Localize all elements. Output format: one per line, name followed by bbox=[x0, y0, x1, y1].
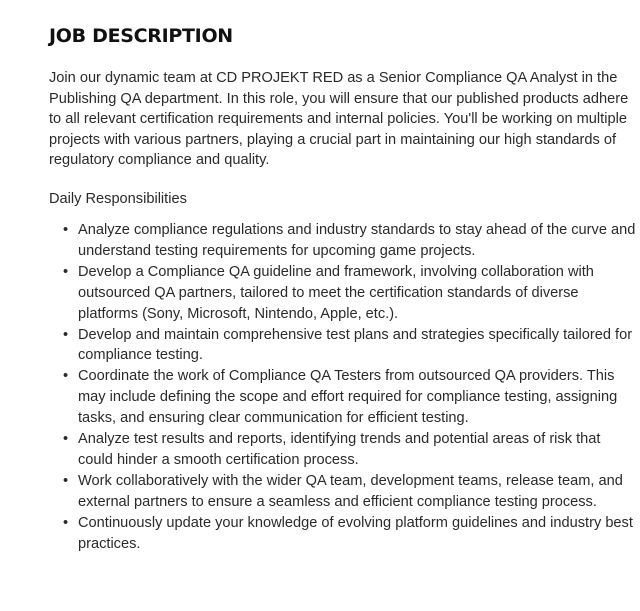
responsibilities-heading: Daily Responsibilities bbox=[49, 190, 187, 207]
responsibility-text: Develop a Compliance QA guideline and framework, involving collaboration with outsourced QA partners, tailored to meet the certification standards of diverse platforms (Sony, Microsoft, Nintendo, Apple, etc.). bbox=[78, 263, 594, 322]
section-title: JOB DESCRIPTION bbox=[49, 25, 233, 47]
responsibilities-list bbox=[49, 220, 638, 555]
list-item bbox=[63, 366, 638, 429]
bullet-icon: • bbox=[63, 222, 69, 238]
job-intro-paragraph: Join our dynamic team at CD PROJEKT RED as a Senior Compliance QA Analyst in the Publishing QA department. In this role, you will ensure that our published products adhere to all relevant certification requirements and internal policies. You'll be working on multiple projects with various partners, playing a crucial part in maintaining our high standards of regulatory compliance and quality. bbox=[49, 70, 629, 168]
responsibility-text: Analyze test results and reports, identifying trends and potential areas of risk that could hinder a smooth certification process. bbox=[78, 431, 601, 468]
responsibility-text: Develop and maintain comprehensive test plans and strategies specifically tailored for compliance testing. bbox=[78, 326, 633, 364]
responsibility-text: Continuously update your knowledge of evolving platform guidelines and industry best practices. bbox=[78, 514, 633, 552]
list-item bbox=[63, 220, 638, 262]
bullet-icon: • bbox=[63, 472, 69, 489]
bullet-icon: • bbox=[63, 368, 69, 385]
list-item bbox=[63, 471, 638, 513]
list-item bbox=[63, 262, 638, 325]
responsibility-text: Coordinate the work of Compliance QA Testers from outsourced QA providers. This may include defining the scope and effort required for compliance testing, assigning tasks, and ensuring clear communication for efficient testing. bbox=[78, 368, 618, 427]
responsibility-text: Analyze compliance regulations and industry standards to stay ahead of the curve and understand testing requirements for upcoming game projects. bbox=[78, 222, 636, 259]
list-item bbox=[63, 429, 638, 471]
bullet-icon: • bbox=[63, 326, 69, 343]
list-item bbox=[63, 513, 638, 555]
bullet-icon: • bbox=[63, 431, 69, 448]
responsibility-text: Work collaboratively with the wider QA team, development teams, release team, and external partners to ensure a seamless and efficient compliance testing process. bbox=[78, 472, 623, 510]
bullet-icon: • bbox=[63, 263, 69, 280]
list-item bbox=[63, 325, 638, 367]
bullet-icon: • bbox=[63, 514, 69, 531]
